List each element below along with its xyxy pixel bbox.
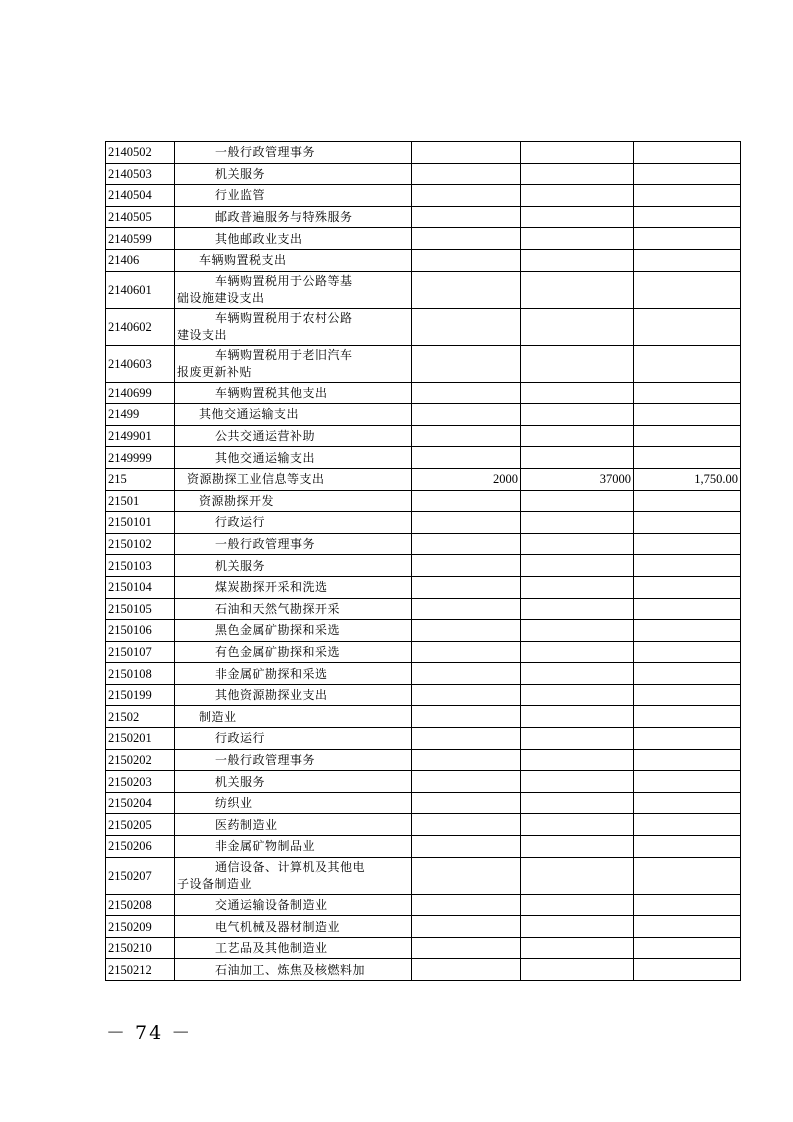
subject-name: 非金属矿勘探和采选 bbox=[175, 663, 412, 685]
value-cell bbox=[634, 185, 741, 207]
value-cell bbox=[521, 641, 634, 663]
table-row bbox=[106, 163, 741, 185]
subject-code: 2150108 bbox=[106, 663, 175, 685]
table-row bbox=[106, 490, 741, 512]
table-row bbox=[106, 425, 741, 447]
subject-code: 21406 bbox=[106, 249, 175, 271]
value-cell bbox=[634, 663, 741, 685]
subject-name: 一般行政管理事务 bbox=[175, 533, 412, 555]
value-cell bbox=[634, 857, 741, 894]
subject-code: 2140504 bbox=[106, 185, 175, 207]
subject-code: 2150205 bbox=[106, 814, 175, 836]
subject-name-line1: 车辆购置税用于农村公路 bbox=[215, 310, 353, 325]
subject-code: 21501 bbox=[106, 490, 175, 512]
value-cell bbox=[412, 308, 521, 345]
subject-code: 2150207 bbox=[106, 857, 175, 894]
subject-name: 一般行政管理事务 bbox=[175, 749, 412, 771]
table-row bbox=[106, 512, 741, 534]
value-cell bbox=[412, 684, 521, 706]
subject-code: 2140602 bbox=[106, 308, 175, 345]
table-row bbox=[106, 857, 741, 894]
subject-name: 其他资源勘探业支出 bbox=[175, 684, 412, 706]
value-cell bbox=[521, 533, 634, 555]
table-row bbox=[106, 620, 741, 642]
subject-code: 2150203 bbox=[106, 771, 175, 793]
value-cell bbox=[634, 836, 741, 858]
value-cell bbox=[634, 937, 741, 959]
value-cell bbox=[521, 771, 634, 793]
table-row bbox=[106, 937, 741, 959]
value-cell bbox=[521, 684, 634, 706]
value-cell bbox=[412, 555, 521, 577]
subject-name: 机关服务 bbox=[175, 555, 412, 577]
value-cell bbox=[521, 490, 634, 512]
subject-name: 资源勘探开发 bbox=[175, 490, 412, 512]
subject-code: 2150209 bbox=[106, 916, 175, 938]
value-cell bbox=[412, 641, 521, 663]
value-cell bbox=[412, 163, 521, 185]
subject-name: 公共交通运营补助 bbox=[175, 425, 412, 447]
table-row bbox=[106, 249, 741, 271]
subject-name: 煤炭勘探开采和洗选 bbox=[175, 576, 412, 598]
value-cell bbox=[634, 271, 741, 308]
table-row bbox=[106, 271, 741, 308]
value-cell bbox=[521, 271, 634, 308]
value-cell bbox=[521, 425, 634, 447]
value-cell bbox=[521, 228, 634, 250]
subject-code: 2150201 bbox=[106, 728, 175, 750]
value-cell bbox=[412, 576, 521, 598]
value-cell bbox=[521, 308, 634, 345]
value-cell bbox=[412, 382, 521, 404]
subject-name: 行政运行 bbox=[175, 728, 412, 750]
value-cell bbox=[634, 792, 741, 814]
value-cell bbox=[521, 555, 634, 577]
table-row bbox=[106, 894, 741, 916]
value-cell bbox=[634, 555, 741, 577]
value-cell bbox=[634, 425, 741, 447]
value-cell bbox=[412, 937, 521, 959]
value-cell bbox=[521, 185, 634, 207]
subject-name: 石油加工、炼焦及核燃料加 bbox=[175, 959, 412, 981]
value-cell bbox=[634, 206, 741, 228]
value-cell bbox=[634, 382, 741, 404]
value-cell bbox=[521, 894, 634, 916]
subject-name: 交通运输设备制造业 bbox=[175, 894, 412, 916]
value-cell bbox=[634, 228, 741, 250]
table-row bbox=[106, 185, 741, 207]
value-cell bbox=[521, 749, 634, 771]
subject-name-line2: 子设备制造业 bbox=[177, 876, 253, 891]
subject-code: 2140503 bbox=[106, 163, 175, 185]
subject-name: 非金属矿物制品业 bbox=[175, 836, 412, 858]
value-cell bbox=[634, 345, 741, 382]
value-cell bbox=[521, 836, 634, 858]
subject-name: 行政运行 bbox=[175, 512, 412, 534]
subject-name-line2: 础设施建设支出 bbox=[177, 290, 265, 305]
value-cell bbox=[634, 142, 741, 164]
value-cell bbox=[412, 814, 521, 836]
value-cell: 2000 bbox=[412, 468, 521, 490]
table-row bbox=[106, 598, 741, 620]
value-cell bbox=[634, 749, 741, 771]
value-cell bbox=[412, 404, 521, 426]
value-cell bbox=[521, 728, 634, 750]
value-cell bbox=[634, 706, 741, 728]
value-cell bbox=[634, 249, 741, 271]
subject-code: 2150103 bbox=[106, 555, 175, 577]
value-cell bbox=[521, 857, 634, 894]
value-cell bbox=[521, 663, 634, 685]
value-cell bbox=[521, 916, 634, 938]
value-cell bbox=[412, 749, 521, 771]
subject-code: 2150204 bbox=[106, 792, 175, 814]
value-cell bbox=[521, 163, 634, 185]
page-number: － 74 － bbox=[106, 1022, 193, 1044]
subject-name: 行业监管 bbox=[175, 185, 412, 207]
table-row bbox=[106, 345, 741, 382]
subject-code: 2150106 bbox=[106, 620, 175, 642]
value-cell bbox=[521, 598, 634, 620]
value-cell: 1,750.00 bbox=[634, 468, 741, 490]
subject-name: 机关服务 bbox=[175, 163, 412, 185]
table-row bbox=[106, 576, 741, 598]
subject-name bbox=[175, 308, 412, 345]
table-row bbox=[106, 382, 741, 404]
value-cell bbox=[412, 206, 521, 228]
table-row bbox=[106, 836, 741, 858]
table-row bbox=[106, 663, 741, 685]
value-cell bbox=[412, 249, 521, 271]
subject-code: 2150202 bbox=[106, 749, 175, 771]
subject-code: 215 bbox=[106, 468, 175, 490]
table-row bbox=[106, 206, 741, 228]
subject-code: 2150104 bbox=[106, 576, 175, 598]
table-row bbox=[106, 749, 741, 771]
subject-code: 2140699 bbox=[106, 382, 175, 404]
value-cell bbox=[634, 490, 741, 512]
value-cell bbox=[634, 308, 741, 345]
subject-name: 有色金属矿勘探和采选 bbox=[175, 641, 412, 663]
value-cell bbox=[521, 620, 634, 642]
subject-name: 邮政普遍服务与特殊服务 bbox=[175, 206, 412, 228]
value-cell bbox=[521, 814, 634, 836]
value-cell bbox=[412, 620, 521, 642]
value-cell bbox=[412, 894, 521, 916]
value-cell bbox=[521, 206, 634, 228]
subject-name: 黑色金属矿勘探和采选 bbox=[175, 620, 412, 642]
subject-name bbox=[175, 271, 412, 308]
value-cell bbox=[634, 959, 741, 981]
subject-code: 2140599 bbox=[106, 228, 175, 250]
budget-table bbox=[105, 141, 741, 981]
value-cell: 37000 bbox=[521, 468, 634, 490]
subject-name-line1: 车辆购置税用于公路等基 bbox=[215, 273, 353, 288]
table-row bbox=[106, 533, 741, 555]
subject-name-line1: 车辆购置税用于老旧汽车 bbox=[215, 347, 353, 362]
value-cell bbox=[521, 959, 634, 981]
subject-name: 医药制造业 bbox=[175, 814, 412, 836]
value-cell bbox=[412, 447, 521, 469]
subject-name: 工艺品及其他制造业 bbox=[175, 937, 412, 959]
value-cell bbox=[412, 728, 521, 750]
subject-name-line2: 建设支出 bbox=[177, 327, 228, 342]
subject-name: 资源勘探工业信息等支出 bbox=[175, 468, 412, 490]
value-cell bbox=[521, 792, 634, 814]
table-row bbox=[106, 447, 741, 469]
value-cell bbox=[521, 576, 634, 598]
table-row bbox=[106, 959, 741, 981]
subject-code: 2149901 bbox=[106, 425, 175, 447]
subject-name-line2: 报废更新补贴 bbox=[177, 364, 253, 379]
subject-code: 2150107 bbox=[106, 641, 175, 663]
value-cell bbox=[521, 249, 634, 271]
subject-code: 2150199 bbox=[106, 684, 175, 706]
subject-name: 石油和天然气勘探开采 bbox=[175, 598, 412, 620]
subject-name: 其他交通运输支出 bbox=[175, 447, 412, 469]
subject-code: 2149999 bbox=[106, 447, 175, 469]
value-cell bbox=[634, 728, 741, 750]
value-cell bbox=[634, 684, 741, 706]
table-row bbox=[106, 468, 741, 490]
value-cell bbox=[412, 792, 521, 814]
value-cell bbox=[521, 706, 634, 728]
value-cell bbox=[634, 576, 741, 598]
subject-name: 一般行政管理事务 bbox=[175, 142, 412, 164]
subject-code: 2150210 bbox=[106, 937, 175, 959]
subject-code: 2150101 bbox=[106, 512, 175, 534]
value-cell bbox=[634, 771, 741, 793]
value-cell bbox=[634, 533, 741, 555]
value-cell bbox=[634, 163, 741, 185]
value-cell bbox=[634, 598, 741, 620]
table-row bbox=[106, 555, 741, 577]
value-cell bbox=[521, 512, 634, 534]
value-cell bbox=[412, 271, 521, 308]
value-cell bbox=[412, 771, 521, 793]
subject-name bbox=[175, 857, 412, 894]
value-cell bbox=[412, 916, 521, 938]
value-cell bbox=[412, 512, 521, 534]
subject-code: 2150206 bbox=[106, 836, 175, 858]
subject-name: 制造业 bbox=[175, 706, 412, 728]
table-row bbox=[106, 684, 741, 706]
subject-code: 2150212 bbox=[106, 959, 175, 981]
subject-code: 2140603 bbox=[106, 345, 175, 382]
subject-code: 2150102 bbox=[106, 533, 175, 555]
table-row bbox=[106, 706, 741, 728]
value-cell bbox=[412, 533, 521, 555]
subject-name: 其他邮政业支出 bbox=[175, 228, 412, 250]
subject-name: 电气机械及器材制造业 bbox=[175, 916, 412, 938]
value-cell bbox=[521, 447, 634, 469]
subject-name: 车辆购置税支出 bbox=[175, 249, 412, 271]
value-cell bbox=[412, 425, 521, 447]
value-cell bbox=[634, 814, 741, 836]
value-cell bbox=[634, 447, 741, 469]
value-cell bbox=[634, 894, 741, 916]
subject-code: 2150105 bbox=[106, 598, 175, 620]
table-row bbox=[106, 404, 741, 426]
value-cell bbox=[521, 404, 634, 426]
table-row bbox=[106, 771, 741, 793]
value-cell bbox=[412, 490, 521, 512]
table-row bbox=[106, 308, 741, 345]
subject-name: 机关服务 bbox=[175, 771, 412, 793]
subject-name: 其他交通运输支出 bbox=[175, 404, 412, 426]
subject-code: 2140601 bbox=[106, 271, 175, 308]
value-cell bbox=[412, 959, 521, 981]
value-cell bbox=[412, 836, 521, 858]
value-cell bbox=[521, 345, 634, 382]
subject-code: 21499 bbox=[106, 404, 175, 426]
value-cell bbox=[412, 185, 521, 207]
value-cell bbox=[412, 598, 521, 620]
subject-code: 2150208 bbox=[106, 894, 175, 916]
value-cell bbox=[634, 512, 741, 534]
value-cell bbox=[634, 916, 741, 938]
value-cell bbox=[634, 620, 741, 642]
value-cell bbox=[412, 228, 521, 250]
value-cell bbox=[521, 937, 634, 959]
table-row bbox=[106, 142, 741, 164]
value-cell bbox=[412, 142, 521, 164]
subject-name bbox=[175, 345, 412, 382]
subject-code: 2140502 bbox=[106, 142, 175, 164]
table-row bbox=[106, 916, 741, 938]
value-cell bbox=[521, 382, 634, 404]
value-cell bbox=[634, 404, 741, 426]
value-cell bbox=[412, 706, 521, 728]
value-cell bbox=[521, 142, 634, 164]
subject-code: 21502 bbox=[106, 706, 175, 728]
table-row bbox=[106, 641, 741, 663]
value-cell bbox=[412, 345, 521, 382]
subject-name-line1: 通信设备、计算机及其他电 bbox=[215, 859, 366, 874]
table-row bbox=[106, 814, 741, 836]
subject-name: 纺织业 bbox=[175, 792, 412, 814]
subject-name: 车辆购置税其他支出 bbox=[175, 382, 412, 404]
table-row bbox=[106, 728, 741, 750]
value-cell bbox=[412, 857, 521, 894]
value-cell bbox=[634, 641, 741, 663]
table-row bbox=[106, 792, 741, 814]
subject-code: 2140505 bbox=[106, 206, 175, 228]
value-cell bbox=[412, 663, 521, 685]
table-row bbox=[106, 228, 741, 250]
